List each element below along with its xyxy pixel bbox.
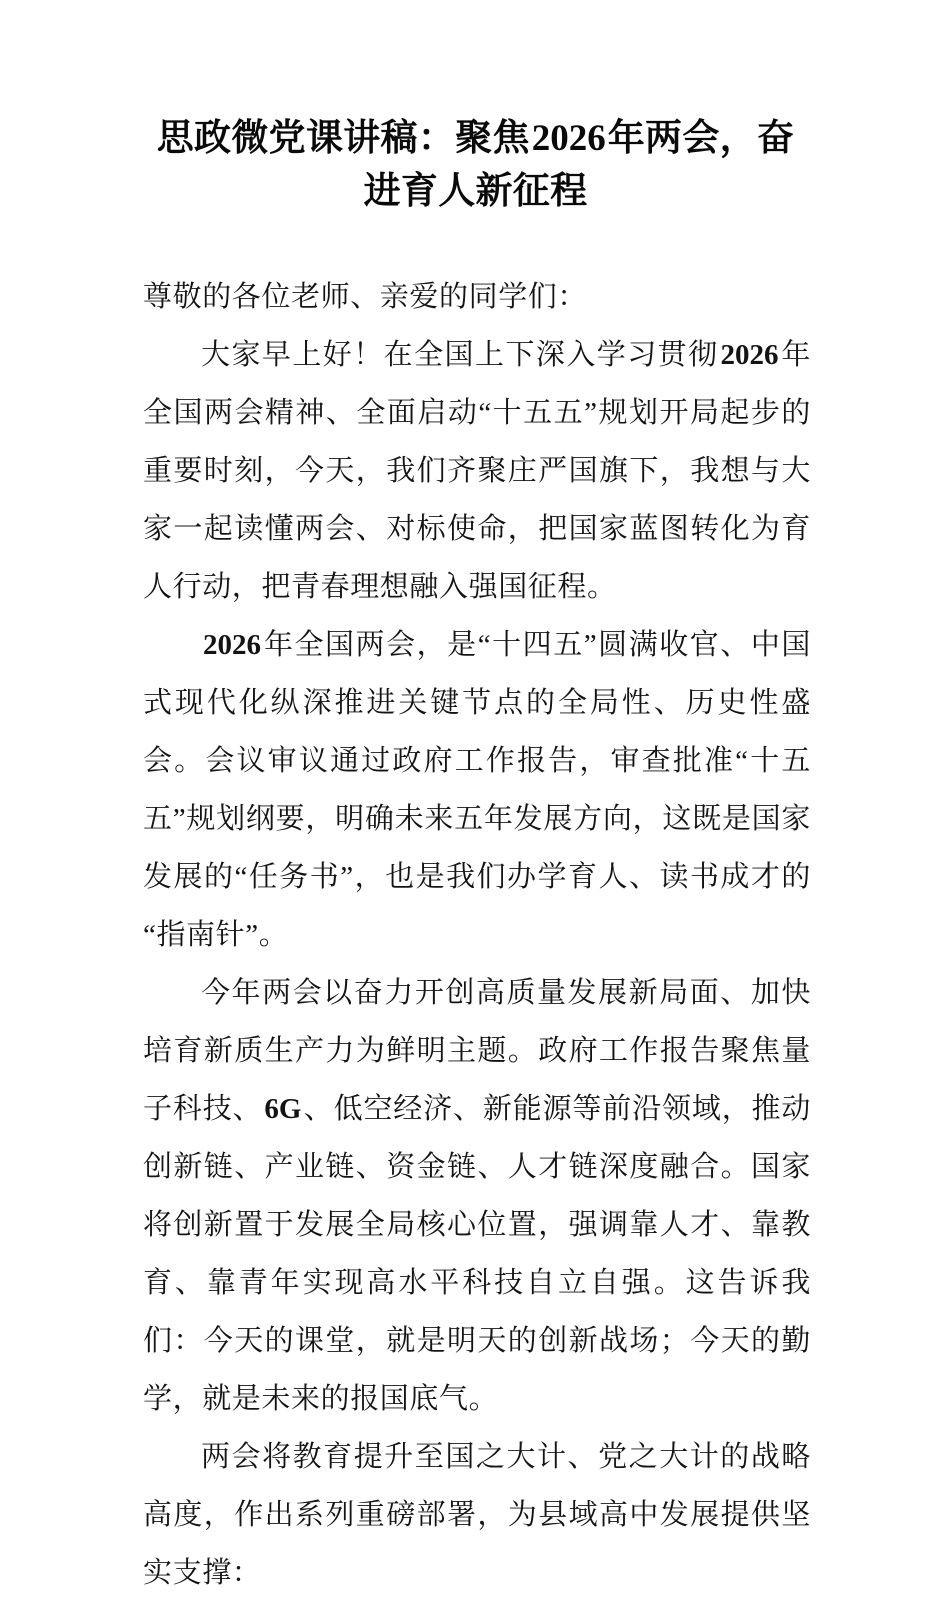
paragraph-education-strategy: 两会将教育提升至国之大计、党之大计的战略高度，作出系列重磅部署，为县域高中发展提供坚实支撑： <box>143 1441 811 1589</box>
latin-run: 2026 <box>203 629 261 661</box>
paragraph-new-productive-forces: 今年两会以奋力开创高质量发展新局面、加快培育新质生产力为鲜明主题。政府工作报告聚焦量子科技、6G、低空经济、新能源等前沿领域，推动创新链、产业链、资金链、人才链深度融合。国家将创新置于发展全局核心位置，强调靠人才、靠教育、靠青年实现高水平科技自立自强。这告诉我们：今天的课堂，就是明天的创新战场；今天的勤学，就是未来的报国底气。 <box>143 977 811 1415</box>
latin-run: 2026 <box>720 339 779 371</box>
paragraph-two-sessions-significance: 2026年全国两会，是“十四五”圆满收官、中国式现代化纵深推进关键节点的全局性、历史性盛会。会议审议通过政府工作报告，审查批准“十五五”规划纲要，明确未来五年发展方向，这既是国家发展的“任务书”，也是我们办学育人、读书成才的“指南针”。 <box>143 629 811 951</box>
latin-run: 6G <box>264 1093 302 1125</box>
document-body <box>143 268 811 1602</box>
paragraph-opening-greeting: 大家早上好！在全国上下深入学习贯彻2026年全国两会精神、全面启动“十五五”规划开局起步的重要时刻，今天，我们齐聚庄严国旗下，我想与大家一起读懂两会、对标使命，把国家蓝图转化为育人行动，把青春理想融入强国征程。 <box>143 339 811 603</box>
paragraph-salutation: 尊敬的各位老师、亲爱的同学们： <box>143 281 588 313</box>
page-title: 思政微党课讲稿：聚焦2026年两会，奋进育人新征程 <box>156 117 795 211</box>
latin-run: 2026 <box>531 118 606 159</box>
